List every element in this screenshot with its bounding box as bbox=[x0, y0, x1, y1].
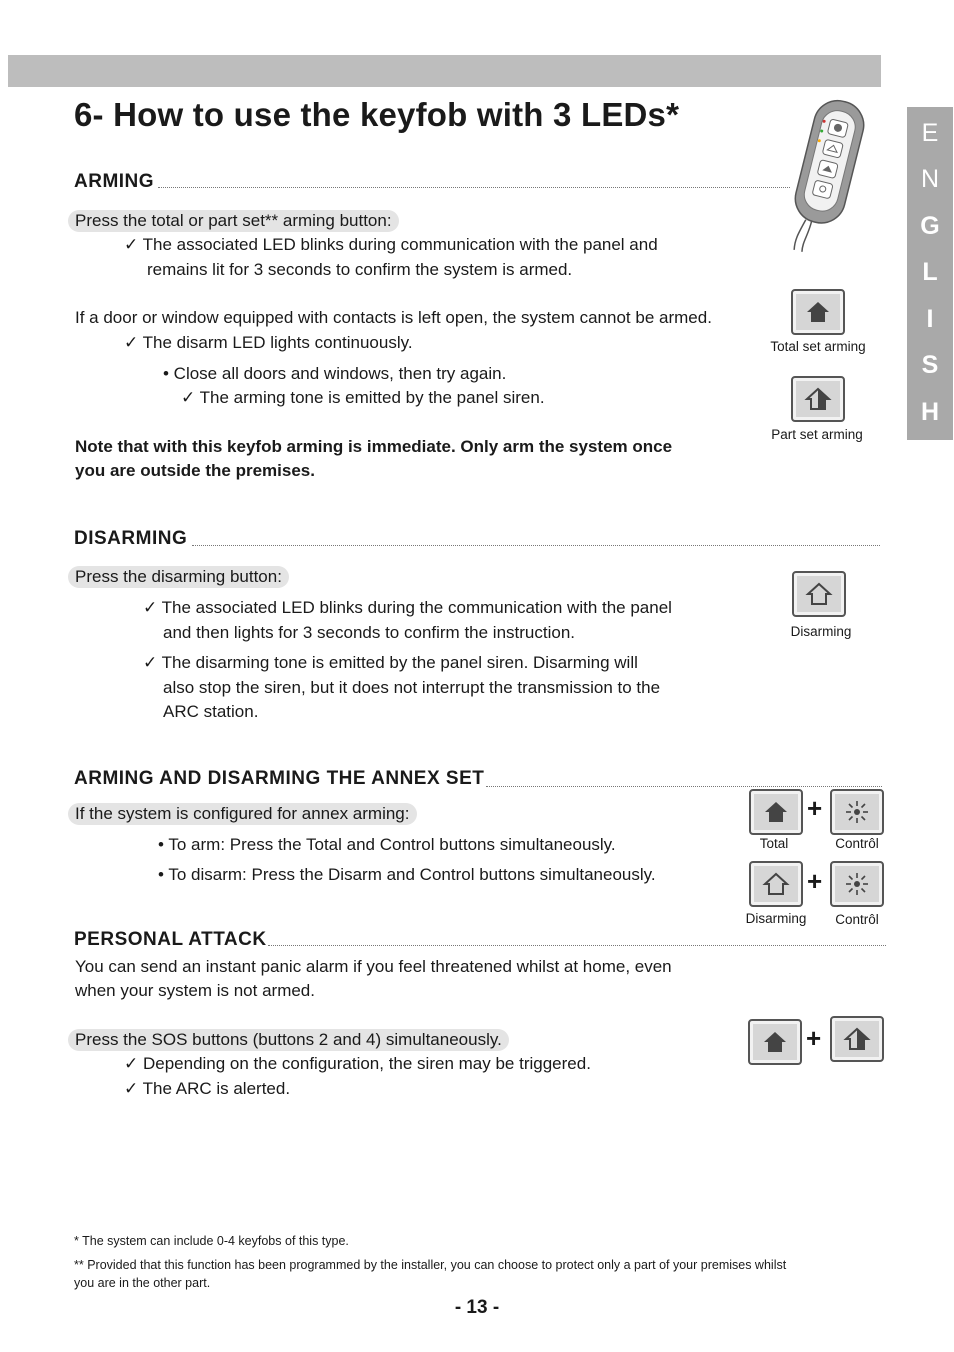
check-item: ✓ Depending on the configuration, the siren may be triggered. bbox=[124, 1054, 591, 1073]
instruction-pill: Press the SOS buttons (buttons 2 and 4) simultaneously. bbox=[68, 1029, 509, 1051]
note-text-continued: you are outside the premises. bbox=[75, 461, 315, 480]
total-arm-button bbox=[748, 1019, 802, 1065]
check-item: ✓ The associated LED blinks during the communication with the panel bbox=[143, 598, 672, 617]
check-item: ✓ The ARC is alerted. bbox=[124, 1079, 291, 1098]
language-letter: S bbox=[921, 351, 939, 379]
language-letter: H bbox=[920, 398, 940, 426]
house-filled-icon bbox=[762, 799, 790, 825]
footnote: ** Provided that this function has been programmed by the installer, you can choose to protect only a part of your premises whilst bbox=[74, 1258, 787, 1272]
check-item-continued: also stop the siren, but it does not interrupt the transmission to the bbox=[163, 678, 661, 697]
house-filled-icon bbox=[804, 299, 832, 325]
bullet-item: • To arm: Press the Total and Control buttons simultaneously. bbox=[158, 835, 616, 854]
instruction-pill: Press the total or part set** arming button: bbox=[68, 210, 399, 232]
header-bar bbox=[8, 55, 881, 87]
part-arm-button bbox=[830, 1016, 884, 1062]
footnote-continued: you are in the other part. bbox=[74, 1276, 211, 1290]
caption-control: Contrôl bbox=[835, 836, 879, 851]
page-title: 6- How to use the keyfob with 3 LEDs* bbox=[74, 96, 680, 133]
total-arm-button bbox=[791, 289, 845, 335]
section-heading-disarming: DISARMING bbox=[74, 528, 188, 549]
language-letter: N bbox=[920, 165, 940, 193]
instruction-pill: If the system is configured for annex arming: bbox=[68, 803, 417, 825]
footnote: * The system can include 0-4 keyfobs of this type. bbox=[74, 1234, 349, 1248]
caption-part-set-arming: Part set arming bbox=[771, 427, 863, 442]
paragraph-continued: when your system is not armed. bbox=[75, 981, 315, 1000]
house-outline-icon bbox=[805, 581, 833, 607]
control-button bbox=[830, 861, 884, 907]
check-item: ✓ The associated LED blinks during communication with the panel and bbox=[124, 235, 658, 254]
dotted-rule bbox=[192, 545, 880, 546]
section-heading-arming: ARMING bbox=[74, 171, 155, 192]
sun-icon bbox=[843, 871, 871, 897]
part-arm-button bbox=[791, 376, 845, 422]
house-half-icon bbox=[804, 386, 832, 412]
check-item-continued: remains lit for 3 seconds to confirm the system is armed. bbox=[147, 260, 573, 279]
dotted-rule bbox=[268, 945, 886, 946]
plus-sign: + bbox=[807, 793, 823, 823]
house-outline-icon bbox=[762, 871, 790, 897]
language-letter: G bbox=[920, 212, 940, 240]
caption-total-set-arming: Total set arming bbox=[770, 339, 866, 354]
instruction-pill: Press the disarming button: bbox=[68, 566, 289, 588]
paragraph: If a door or window equipped with contacts is left open, the system cannot be armed. bbox=[75, 308, 712, 327]
plus-sign: + bbox=[806, 1023, 822, 1053]
keyfob-illustration bbox=[790, 94, 870, 258]
control-button bbox=[830, 789, 884, 835]
caption-disarming: Disarming bbox=[745, 911, 807, 926]
sun-icon bbox=[843, 799, 871, 825]
dotted-rule bbox=[486, 786, 882, 787]
paragraph: You can send an instant panic alarm if you feel threatened whilst at home, even bbox=[75, 957, 672, 976]
disarm-button bbox=[749, 861, 803, 907]
house-filled-icon bbox=[761, 1029, 789, 1055]
total-arm-button bbox=[749, 789, 803, 835]
check-item-continued: ARC station. bbox=[163, 702, 259, 721]
caption-control: Contrôl bbox=[835, 912, 879, 927]
disarm-button bbox=[792, 571, 846, 617]
bullet-item: • Close all doors and windows, then try again. bbox=[163, 364, 507, 383]
caption-disarming: Disarming bbox=[790, 624, 852, 639]
check-item-continued: and then lights for 3 seconds to confirm the instruction. bbox=[163, 623, 576, 642]
section-heading-personal-attack: PERSONAL ATTACK bbox=[74, 929, 267, 950]
check-item: ✓ The disarming tone is emitted by the panel siren. Disarming will bbox=[143, 653, 638, 672]
bullet-item: • To disarm: Press the Disarm and Control buttons simultaneously. bbox=[158, 865, 656, 884]
house-half-icon bbox=[843, 1026, 871, 1052]
note-text: Note that with this keyfob arming is immediate. Only arm the system once bbox=[75, 437, 673, 456]
language-letter: E bbox=[921, 119, 939, 147]
section-heading-annex: ARMING AND DISARMING THE ANNEX SET bbox=[74, 768, 485, 789]
dotted-rule bbox=[158, 187, 790, 188]
language-letter: L bbox=[922, 258, 938, 286]
check-item: ✓ The arming tone is emitted by the panel siren. bbox=[181, 388, 545, 407]
check-item: ✓ The disarm LED lights continuously. bbox=[124, 333, 413, 352]
plus-sign: + bbox=[807, 866, 823, 896]
language-tab bbox=[907, 107, 953, 440]
caption-total: Total bbox=[759, 836, 789, 851]
page-number: - 13 - bbox=[454, 1297, 500, 1318]
language-letter: I bbox=[926, 305, 934, 333]
